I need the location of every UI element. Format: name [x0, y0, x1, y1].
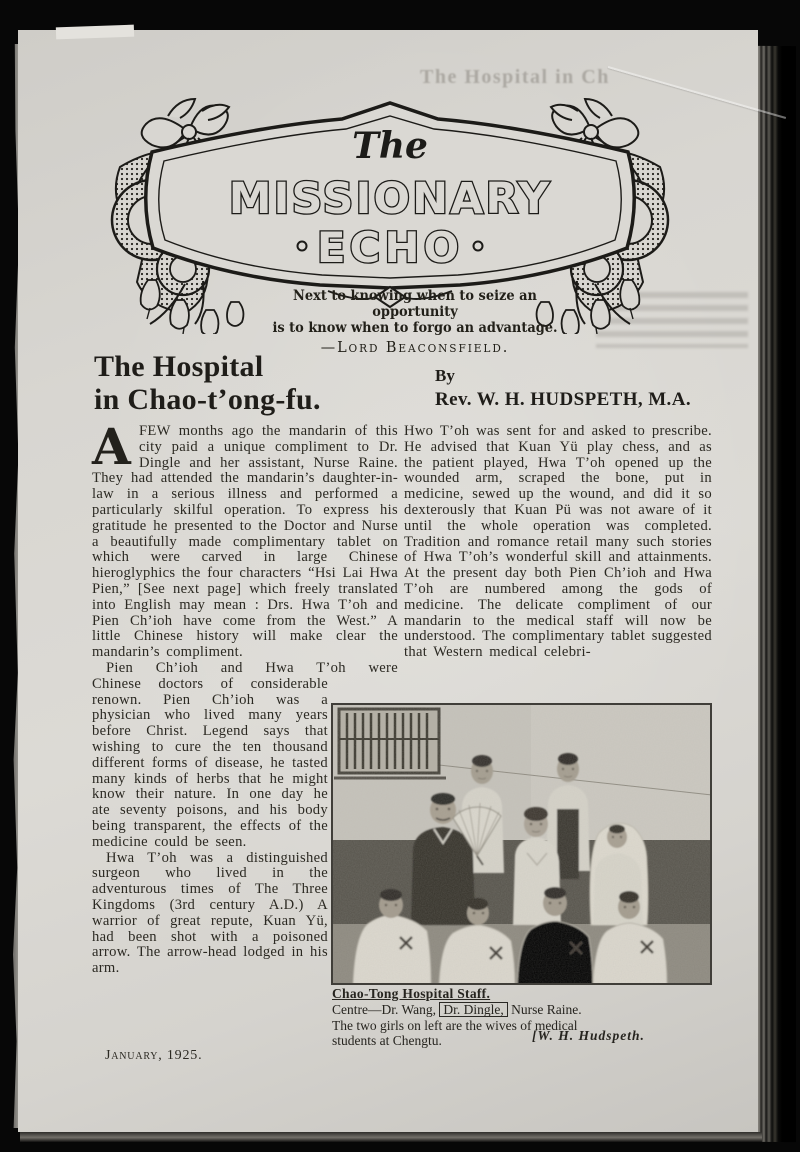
caption-centre-post: Nurse Raine. — [507, 1002, 582, 1017]
magazine-page — [18, 30, 758, 1132]
paragraph-2-first-line: Pien Ch’ioh and Hwa T’oh were — [106, 659, 398, 676]
paragraph-2-rest: Chinese doctors of considerable renown. Pien Ch’ioh was a physician who lived many years before Christ. Legend says that wishing to cure the ten thousand different forms of disease, he tasted many kinds of herbs that he might know their nature. In one day he ate seventy poisons, and his body being transparent, the effects of the medicine could be seen. — [92, 675, 328, 850]
masthead-missionary: MISSIONARY — [228, 174, 552, 224]
page-stack-bottom — [20, 1132, 762, 1142]
echo-dot-right — [474, 242, 483, 251]
photo-credit: [W. H. Hudspeth. — [532, 1028, 645, 1043]
dropcap-letter: A — [92, 417, 132, 476]
paper-tear-top-left — [56, 25, 134, 40]
motto-line-1: Next to knowing when to seize an opportunity — [293, 288, 537, 320]
caption-dr-dingle-boxed: Dr. Dingle, — [439, 1002, 507, 1017]
byline-author: Rev. W. H. HUDSPETH, M.A. — [435, 389, 691, 410]
article-title — [94, 350, 424, 416]
masthead-the: The — [352, 125, 428, 167]
photo-caption — [332, 986, 712, 1048]
motto-attribution: —Lord Beaconsfield. — [320, 338, 510, 356]
caption-centre-pre: Centre—Dr. Wang, — [332, 1002, 440, 1017]
article-title-line2: in Chao-t’ong-fu. — [94, 383, 321, 416]
caption-names — [332, 1002, 712, 1017]
page-stack-right — [756, 46, 796, 1142]
paragraph-4: Hwo T’oh was sent for and asked to prescribe. He advised that Kuan Yü play chess, and as the patient played, Hwa T’oh opened up the wounded arm, scraped the bone, put in medicine, sewed up the wound, and did it so dexterously that Kuan Pü was not aware of it until the whole operation was completed. Tradition and romance retail many such stories of Hwa T’oh’s wonderful skill and attainments. At the present day both Pien Ch’ioh and Hwa T’oh are numbered among the gods of medicine. The delicate compliment of our mandarin to the medical staff will now be understood. The complimentary tablet suggested that Western medical celebri- — [404, 424, 712, 661]
article-byline — [435, 366, 735, 411]
staff-photo — [331, 703, 712, 985]
byline-label: By — [435, 366, 455, 385]
motto-line-2: is to know when to forgo an advantage. — [272, 320, 558, 336]
echo-dot-left — [298, 242, 307, 251]
paragraph-1-text: FEW months ago the mandarin of this city paid a unique compliment to Dr. Dingle and her assistant, Nurse Raine. They had attended the mandarin’s daughter-in-law in a serious illness and performed a particularly skilful operation. To express his gratitude he presented to the Doctor and Nurse a beautifully made complimentary tablet on which were carved in large Chinese hieroglyphics the four characters “Hsi Lai Hwa Pien,” [See next page] which freely translated into English may mean : Drs. Hwa T’oh and Pien Ch’ioh have come from the West.” A little Chinese history will make clear the mandarin’s compliment. — [92, 423, 398, 661]
caption-note: The two girls on left are the wives of medical students at Chengtu. — [332, 1018, 578, 1048]
caption-title: Chao-Tong Hospital Staff. — [332, 986, 491, 1001]
right-column — [404, 424, 712, 661]
paragraph-3: Hwa T’oh was a distinguished surgeon who lived in the adventurous times of The Three Kingdoms (3rd century A.D.) A warrior of great repute, Kuan Yü, had been shot with a poisoned arrow. The arrow-head lodged in his arm. — [92, 849, 328, 977]
bleed-through-title: The Hospital in Ch — [420, 66, 610, 88]
issue-date: January, 1925. — [105, 1048, 203, 1063]
photo-grain — [331, 703, 712, 985]
masthead-echo: ECHO — [316, 223, 464, 272]
article-title-line1: The Hospital — [94, 350, 264, 383]
paragraph-1 — [92, 417, 398, 661]
masthead-motto — [257, 288, 574, 355]
